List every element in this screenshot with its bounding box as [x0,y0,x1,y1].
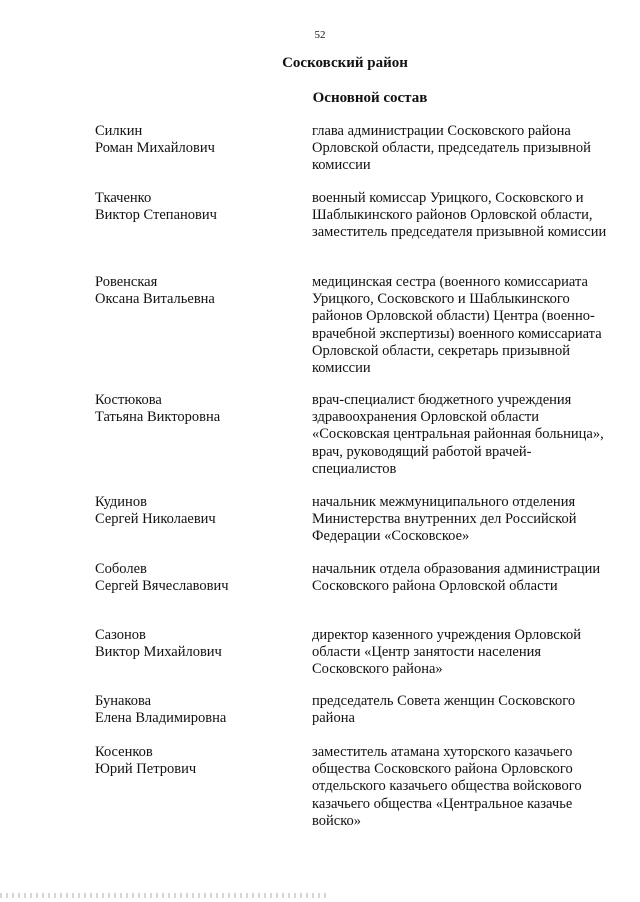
member-role: военный комиссар Урицкого, Сосковского и Шаблыкинского районов Орловской области, заместитель председателя призывной комиссии [312,190,607,241]
member-name [95,123,295,157]
member-given-names: Роман Михайлович [95,140,215,156]
member-surname: Костюкова [95,392,162,408]
member-name [95,744,295,778]
member-name [95,274,295,308]
member-role: медицинская сестра (военного комиссариата Урицкого, Сосковского и Шаблыкинского районов Орловской области) Центра (военно-врачебной экспертизы) военного комиссариата Орловской области, секретарь призывной комиссии [312,274,602,377]
member-role: начальник межмуниципального отделения Министерства внутренних дел Российской Федерации «Сосковское» [312,494,577,545]
member-surname: Ровенская [95,274,158,290]
member-surname: Ткаченко [95,190,152,206]
member-given-names: Татьяна Викторовна [95,409,221,425]
member-given-names: Оксана Витальевна [95,291,215,307]
member-role: заместитель атамана хуторского казачьего общества Сосковского района Орловского отдельского казачьего общества войскового казачьего общества «Центральное казачье войско» [312,744,582,829]
member-name [95,190,295,224]
member-given-names: Елена Владимировна [95,710,227,726]
district-title: Сосковский район [282,55,408,71]
member-name [95,627,295,661]
member-given-names: Сергей Вячеславович [95,578,229,594]
member-role: врач-специалист бюджетного учреждения здравоохранения Орловской области «Сосковская центральная районная больница», врач, руководящий работой врачей-специалистов [312,392,604,477]
member-given-names: Виктор Степанович [95,207,217,223]
member-surname: Соболев [95,561,147,577]
page-number: 52 [314,29,326,41]
scan-artifact [0,893,330,898]
member-surname: Бунакова [95,693,152,709]
member-name [95,561,295,595]
member-name [95,693,295,727]
member-surname: Кудинов [95,494,147,510]
section-title: Основной состав [312,90,428,106]
member-role: глава администрации Сосковского района Орловской области, председатель призывной комиссии [312,123,591,174]
member-role: председатель Совета женщин Сосковского района [312,693,576,727]
member-given-names: Виктор Михайлович [95,644,222,660]
member-role: директор казенного учреждения Орловской области «Центр занятости населения Сосковского района» [312,627,582,678]
member-role: начальник отдела образования администрации Сосковского района Орловской области [312,561,601,595]
member-surname: Силкин [95,123,143,139]
member-given-names: Сергей Николаевич [95,511,216,527]
member-name [95,494,295,528]
member-surname: Сазонов [95,627,146,643]
member-name [95,392,295,426]
member-given-names: Юрий Петрович [95,761,197,777]
member-surname: Косенков [95,744,153,760]
